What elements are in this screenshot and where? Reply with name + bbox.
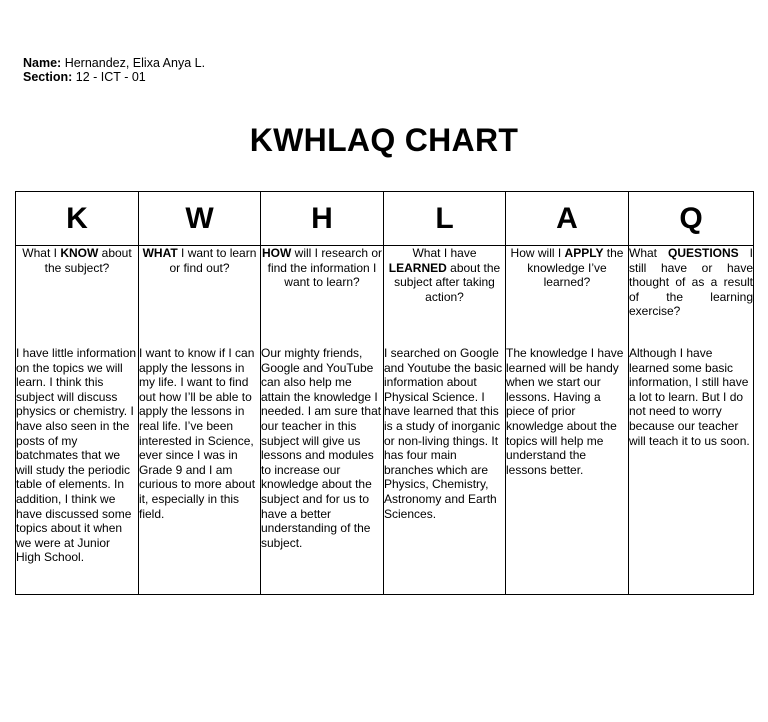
column-a — [506, 246, 629, 595]
column-w — [139, 246, 261, 595]
section-label: Section: — [23, 70, 73, 84]
answer-h: Our mighty friends, Google and YouTube can also help me attain the knowledge I needed. I am sure that our teacher in this subject will give us lessons and modules to increase our knowledge about the subject and for us to have a better understanding of the subject. — [261, 346, 382, 550]
prompt-h — [261, 246, 383, 346]
column-h — [261, 246, 384, 595]
prompt-keyword: WHAT — [142, 246, 178, 260]
prompt-text: I want to learn or find out? — [169, 246, 257, 275]
column-letter-a: A — [506, 192, 629, 246]
answer-q: Although I have learned some basic information, I still have a lot to learn. But I do not need to worry because our teacher will teach it to us soon. — [629, 346, 750, 448]
answer-l: I searched on Google and Youtube the basic information about Physical Science. I have learned that this is a study of inorganic or non-living things. It has four main branches which are Physics, Chemistry, Astronomy and Earth Sciences. — [384, 346, 503, 521]
prompt-text: What I have — [412, 246, 477, 260]
prompt-q — [629, 246, 753, 346]
column-q — [629, 246, 754, 595]
page-title: KWHLAQ CHART — [249, 122, 519, 158]
column-letter-k: K — [16, 192, 139, 246]
answer-k: I have little information on the topics we will learn. I think this subject will discuss physics or chemistry. I have also seen in the posts of my batchmates that we will study the periodic table of elements. In addition, I think we have discussed some topics about it when we were at Junior High School. — [16, 346, 137, 565]
name-line — [23, 56, 205, 70]
letter-row — [16, 192, 754, 246]
prompt-text: about the subject? — [44, 246, 132, 275]
column-l — [384, 246, 506, 595]
name-value: Hernandez, Elixa Anya L. — [64, 56, 206, 70]
prompt-w — [139, 246, 260, 346]
prompt-k — [16, 246, 138, 346]
prompt-text: about the subject after taking action? — [394, 260, 501, 304]
prompt-text: What I — [22, 246, 61, 260]
column-k — [16, 246, 139, 595]
prompt-l — [384, 246, 505, 346]
prompt-keyword: HOW — [261, 246, 292, 260]
prompt-text: What — [629, 246, 668, 260]
student-info — [23, 56, 205, 84]
column-letter-w: W — [139, 192, 261, 246]
section-line — [23, 70, 205, 84]
prompt-text: the knowledge I’ve learned? — [527, 246, 624, 290]
answer-w: I want to know if I can apply the lessons in my life. I want to find out how I’ll be able to apply the lessons in real life. I’ve been interested in Science, ever since I was in Grade 9 and I am curious to more about it, especially in this field. — [139, 346, 256, 521]
column-letter-h: H — [261, 192, 384, 246]
kwhlaq-table — [15, 191, 754, 595]
section-value: 12 - ICT - 01 — [75, 70, 146, 84]
answer-a: The knowledge I have learned will be handy when we start our lessons. Having a piece of prior knowledge about the topics will help me understand the lessons better. — [506, 346, 624, 477]
prompt-text: I still have or have thought of as a result of the learning exercise? — [629, 246, 754, 319]
name-label: Name: — [23, 56, 62, 70]
content-row — [16, 246, 754, 595]
prompt-keyword: LEARNED — [388, 260, 447, 275]
prompt-keyword: QUESTIONS — [668, 246, 739, 260]
prompt-text: will I research or find the information I want to learn? — [267, 246, 383, 290]
prompt-keyword: KNOW — [60, 246, 99, 260]
column-letter-l: L — [384, 192, 506, 246]
column-letter-q: Q — [629, 192, 754, 246]
prompt-text: How will I — [510, 246, 565, 260]
prompt-keyword: APPLY — [564, 246, 604, 260]
prompt-a — [506, 246, 628, 346]
